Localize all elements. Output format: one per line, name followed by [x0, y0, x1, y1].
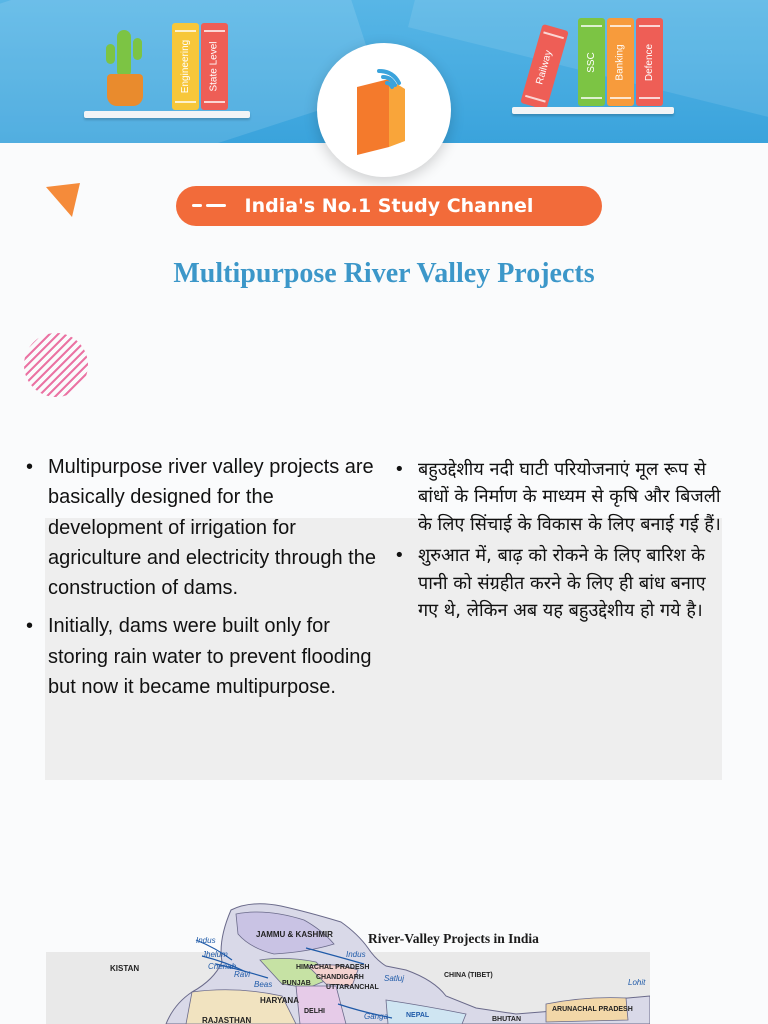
list-item [24, 452, 384, 603]
map-region-label: PUNJAB [282, 980, 311, 987]
map-river-label: Satluj [384, 974, 405, 983]
list-item [392, 456, 722, 538]
map-region-label: CHINA (TIBET) [444, 972, 493, 979]
map-region-label: HARYANA [260, 996, 299, 1005]
map-title: River-Valley Projects in India [368, 931, 539, 946]
map-river-label: Indus [196, 936, 216, 945]
map-region-label: JAMMU & KASHMIR [256, 930, 333, 939]
tagline-text: India's No.1 Study Channel [244, 195, 534, 217]
book-label: Banking [615, 43, 627, 81]
hindi-point-text: शुरुआत में, बाढ़ को रोकने के लिए बारिश के पानी को संग्रहीत करने के लिए ही बांध बनाए गए थे, लेकिन अब यह बहुउद्देशीय हो गये है। [418, 545, 706, 622]
english-point-text: Multipurpose river valley projects are basically designed for the development of irrigation for agriculture and electricity through the construction of dams. [48, 456, 376, 600]
list-item [392, 542, 722, 624]
map-region-label: CHANDIGARH [316, 974, 364, 981]
book-label: Engineering [180, 39, 191, 94]
map-region-label: DELHI [304, 1008, 325, 1015]
map-region-label: ARUNACHAL PRADESH [552, 1006, 633, 1013]
map-river-label: Indus [346, 950, 366, 959]
map-region-label: BHUTAN [492, 1016, 522, 1023]
book-label: State Level [209, 41, 221, 92]
left-shelf [84, 111, 250, 118]
bullet-icon: • [26, 615, 34, 638]
slide-title: Multipurpose River Valley Projects [173, 258, 595, 289]
map-region-label: KISTAN [110, 964, 140, 973]
book-label: SSC [586, 51, 597, 73]
map-river-label: Ganga [364, 1012, 389, 1021]
list-item [24, 611, 384, 702]
tagline-banner [176, 186, 602, 226]
hindi-point-text: बहुउद्देशीय नदी घाटी परियोजनाएं मूल रूप से बांधों के निर्माण के माध्यम से कृषि और बिजली के लिए सिंचाई के विकास के लिए बनाई गई हैं। [418, 459, 721, 535]
map-region-label: UTTARANCHAL [326, 984, 379, 991]
book-label: Defence [644, 43, 655, 81]
english-point-text: Initially, dams were built only for storing rain water to prevent flooding but now it became multipurpose. [48, 615, 372, 699]
english-points [24, 452, 384, 710]
book-label: Railway [534, 48, 555, 86]
map-river-label: Beas [254, 980, 273, 989]
book-ssc [578, 18, 605, 106]
map-river-label: Lohit [628, 978, 646, 987]
book-banking [607, 18, 634, 106]
map-region-label: HIMACHAL PRADESH [296, 964, 370, 971]
decorative-triangle-icon [46, 183, 82, 219]
map-river-label: Jhelum [202, 950, 228, 959]
book-defence [636, 18, 663, 106]
bullet-icon: • [394, 545, 405, 567]
map-river-label: Chenab [208, 962, 237, 971]
map-region-label: RAJASTHAN [202, 1016, 252, 1024]
hindi-points [392, 456, 722, 628]
india-map [46, 900, 650, 1024]
book-engineering [172, 23, 199, 110]
tagline-dashes [192, 204, 228, 208]
channel-logo [317, 43, 451, 177]
decorative-hatch-circle [24, 333, 88, 397]
map-river-label: Ravi [234, 970, 251, 979]
map-region-label: NEPAL [406, 1012, 430, 1019]
bullet-icon: • [26, 456, 34, 478]
book-state-level [201, 23, 228, 110]
cactus-pot-icon [104, 30, 146, 110]
bullet-icon: • [394, 459, 405, 480]
right-shelf [512, 107, 674, 114]
book-logo-icon [349, 65, 419, 155]
